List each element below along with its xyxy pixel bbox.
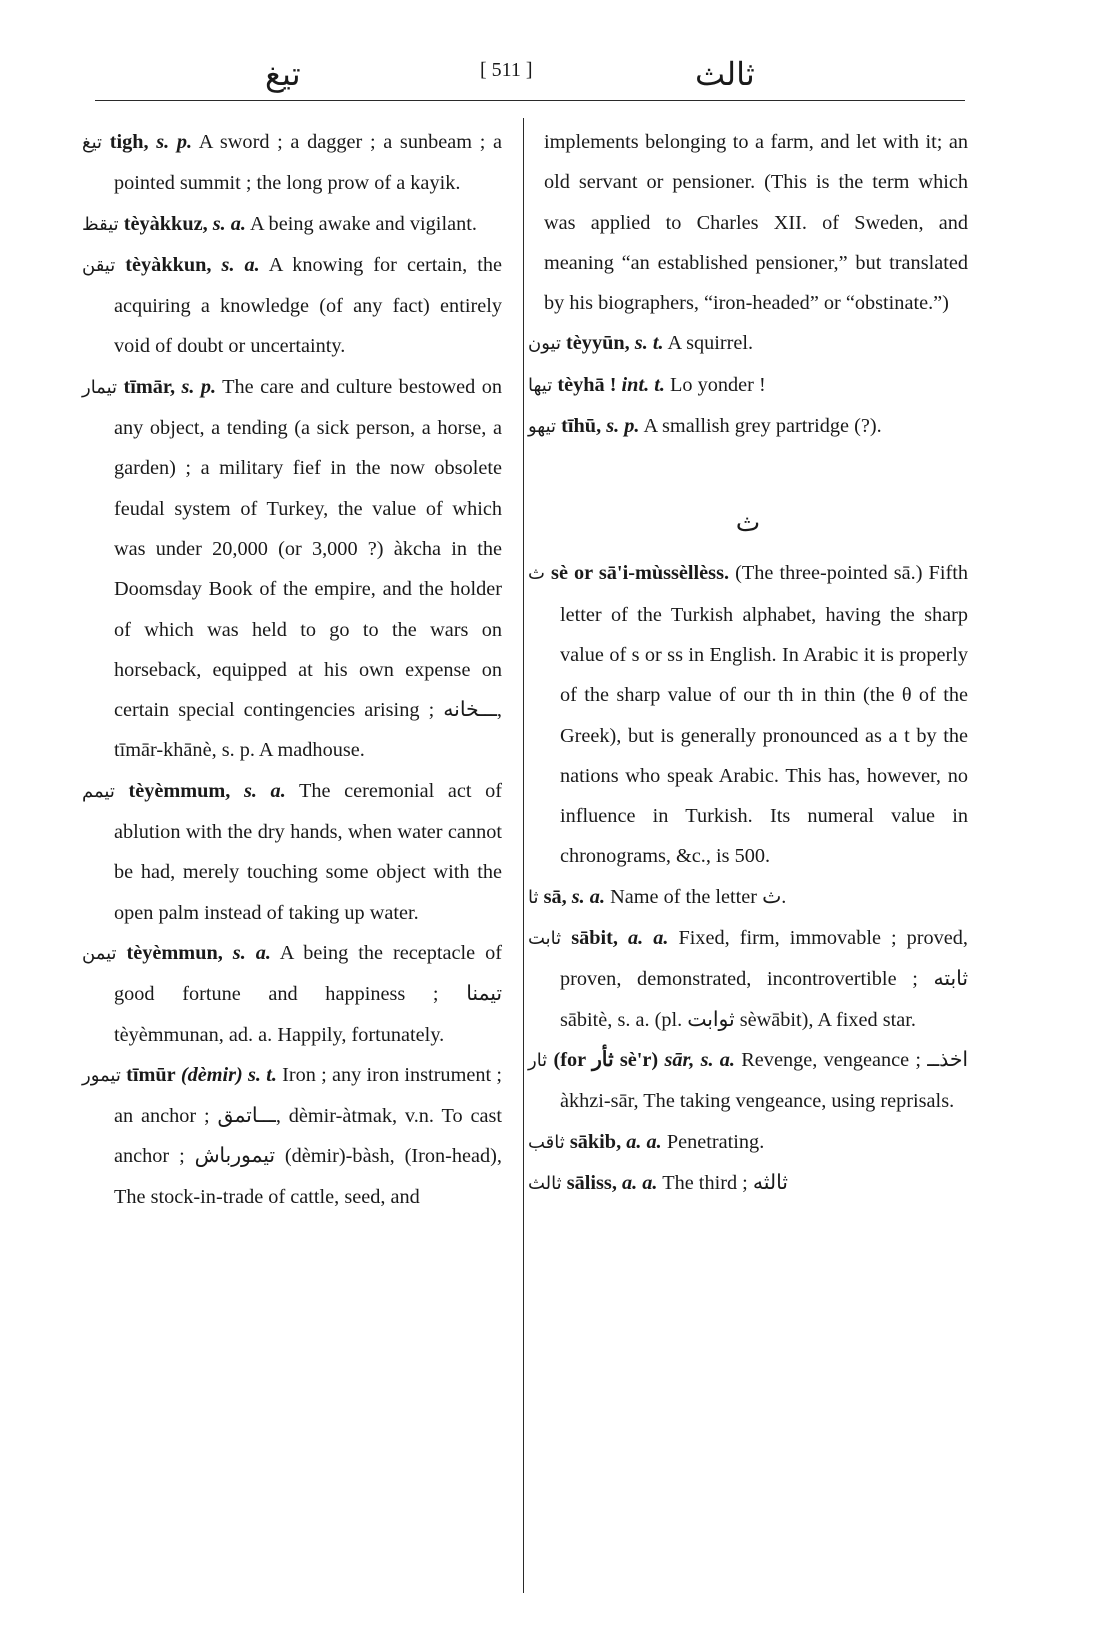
- headword: tīhū,: [561, 415, 602, 438]
- header-left-catchword: تیغ: [265, 56, 301, 92]
- headword: tèyàkkuz,: [123, 212, 208, 235]
- grammar-label: a. a.: [628, 927, 669, 950]
- headword: tèyyūn,: [566, 332, 630, 355]
- definition: Revenge, vengeance ; اخذــ àkhzi-sār, The taking vengeance, using reprisals.: [560, 1048, 968, 1113]
- arabic-headword: تیمن: [82, 942, 117, 964]
- definition: The care and culture bestowed on any object, a tending (a sick person, a horse, a garden) ; a military fief in the now obsolete feudal system of Turkey, the value of which was under 20,000 (or 3,000 ?) àkcha in the Doomsday Book of the empire, and the holder of which was held to go to the wars on horseback, equipped at his own expense on certain special contingencies arising ; ـــخانه, tīmār-khānè, s. p. A madhouse.: [114, 375, 502, 762]
- grammar-label: s. a.: [243, 779, 286, 802]
- arabic-headword: تیغ: [82, 132, 103, 153]
- definition: (The three-pointed sā.) Fifth letter of the Turkish alphabet, having the sharp value of s or ss in English. In Arabic it is properly of the sharp value of our th in thin (the θ of the Greek), but is generally pronounced as a t by the nations who speak Arabic. This has, however, no influence in Turkish. Its numeral value in chronograms, &c., is 500.: [560, 562, 968, 868]
- grammar-label: s. a.: [232, 941, 271, 964]
- grammar-label: int. t.: [621, 373, 665, 396]
- arabic-headword: تیها: [528, 374, 553, 396]
- headword: sè or sā'i-mùssèllèss.: [551, 562, 730, 585]
- headword: tigh,: [109, 131, 149, 153]
- headword: sākib,: [569, 1130, 622, 1153]
- grammar-label: s. p.: [156, 131, 193, 153]
- dictionary-entry: [528, 918, 968, 1040]
- dictionary-entry: [528, 1122, 968, 1163]
- arabic-headword: تیون: [528, 333, 561, 355]
- arabic-headword: تیمور: [82, 1064, 121, 1086]
- column-divider: [523, 118, 524, 1593]
- dictionary-entry: [528, 1163, 968, 1204]
- dictionary-entry: [82, 204, 502, 245]
- dictionary-entry: [528, 877, 968, 918]
- definition: A being the receptacle of good fortune and happiness ; تیمنا tèyèmmunan, ad. a. Happily, fortunately.: [114, 941, 502, 1046]
- definition: Fixed, firm, immovable ; proved, proven, demonstrated, incontrovertible ; ثابته sābitè, s. a. (pl. ثوابت sèwābit), A fixed star.: [560, 927, 969, 1031]
- page-header: [95, 55, 965, 95]
- definition: A sword ; a dagger ; a sunbeam ; a pointed summit ; the long prow of a kayik.: [114, 131, 503, 195]
- arabic-headword: ث: [528, 563, 545, 585]
- arabic-headword: تیهو: [528, 416, 557, 438]
- headword: tèyhā !: [557, 373, 617, 396]
- headword: tèyèmmum,: [128, 779, 231, 802]
- grammar-label: a. a.: [626, 1130, 662, 1153]
- dictionary-entry: [82, 771, 502, 933]
- dictionary-entry: [82, 245, 502, 367]
- definition: The ceremonial act of ablution with the dry hands, when water cannot be had, merely touching some object with the open palm instead of taking up water.: [114, 779, 502, 924]
- dictionary-entry: [82, 367, 502, 771]
- left-column: [82, 122, 502, 1217]
- definition: Name of the letter ث.: [610, 885, 787, 908]
- headword: tīmār,: [123, 375, 176, 398]
- section-letter-heading: ث: [735, 508, 761, 539]
- definition: Penetrating.: [666, 1130, 765, 1153]
- grammar-label: a. a.: [621, 1171, 658, 1194]
- grammar-label: s. p.: [181, 375, 217, 398]
- dictionary-entry: [528, 323, 968, 364]
- dictionary-entry: [528, 553, 968, 876]
- headword: (for ثأر sè'r): [553, 1048, 659, 1071]
- arabic-headword: ثابت: [528, 928, 562, 950]
- dictionary-entry: [82, 933, 502, 1055]
- definition: A squirrel.: [667, 332, 754, 355]
- dictionary-entry: [528, 365, 968, 406]
- headword: tèyàkkun,: [125, 253, 212, 276]
- definition: A knowing for certain, the acquiring a knowledge (of any fact) entirely void of doubt or uncertainty.: [114, 253, 502, 358]
- grammar-label: s. a.: [571, 885, 606, 908]
- dictionary-entry: [82, 1055, 502, 1217]
- arabic-headword: تیقظ: [82, 213, 119, 235]
- continued-definition: implements belonging to a farm, and let with it; an old servant or pensioner. (This is the term which was applied to Charles XII. of Sweden, and meaning “an established pensioner,” but translated by his biographers, “iron-headed” or “obstinate.”): [544, 131, 968, 315]
- definition: Iron ; any iron instrument ; an anchor ; ـــاتمق, dèmir-àtmak, v.n. To cast anchor ; تیمورباش (dèmir)-bàsh, (Iron-head), The stock-in-trade of cattle, seed, and: [114, 1063, 502, 1208]
- arabic-headword: ثا: [528, 886, 539, 908]
- definition: A smallish grey partridge (?).: [643, 415, 882, 438]
- header-rule: [95, 100, 965, 101]
- dictionary-entry: [82, 122, 502, 204]
- definition: The third ; ثالثه: [662, 1171, 788, 1194]
- arabic-headword: ثار: [528, 1049, 548, 1071]
- arabic-headword: ثالث: [528, 1172, 562, 1194]
- grammar-label: s. a.: [212, 212, 246, 235]
- grammar-label: (dèmir) s. t.: [180, 1063, 277, 1086]
- headword: tèyèmmun,: [126, 941, 223, 964]
- headword: sābit,: [571, 927, 618, 950]
- arabic-headword: تیمم: [82, 780, 115, 802]
- headword: sāliss,: [566, 1171, 617, 1194]
- grammar-label: sār, s. a.: [664, 1048, 736, 1071]
- page-number: [ 511 ]: [480, 59, 533, 81]
- dictionary-entry: [528, 406, 968, 447]
- definition: A being awake and vigilant.: [249, 212, 477, 235]
- grammar-label: s. a.: [221, 253, 260, 276]
- dictionary-entry: [528, 1040, 968, 1122]
- grammar-label: s. t.: [634, 332, 664, 355]
- arabic-headword: ثاقب: [528, 1131, 565, 1153]
- arabic-headword: تیقن: [82, 254, 116, 276]
- grammar-label: s. p.: [606, 415, 640, 438]
- right-column: [528, 122, 968, 1204]
- headword: tīmūr: [126, 1063, 176, 1086]
- arabic-headword: تیمار: [82, 376, 118, 398]
- header-right-catchword: ثالث: [695, 56, 755, 92]
- definition: Lo yonder !: [670, 373, 766, 396]
- headword: sā,: [543, 885, 567, 908]
